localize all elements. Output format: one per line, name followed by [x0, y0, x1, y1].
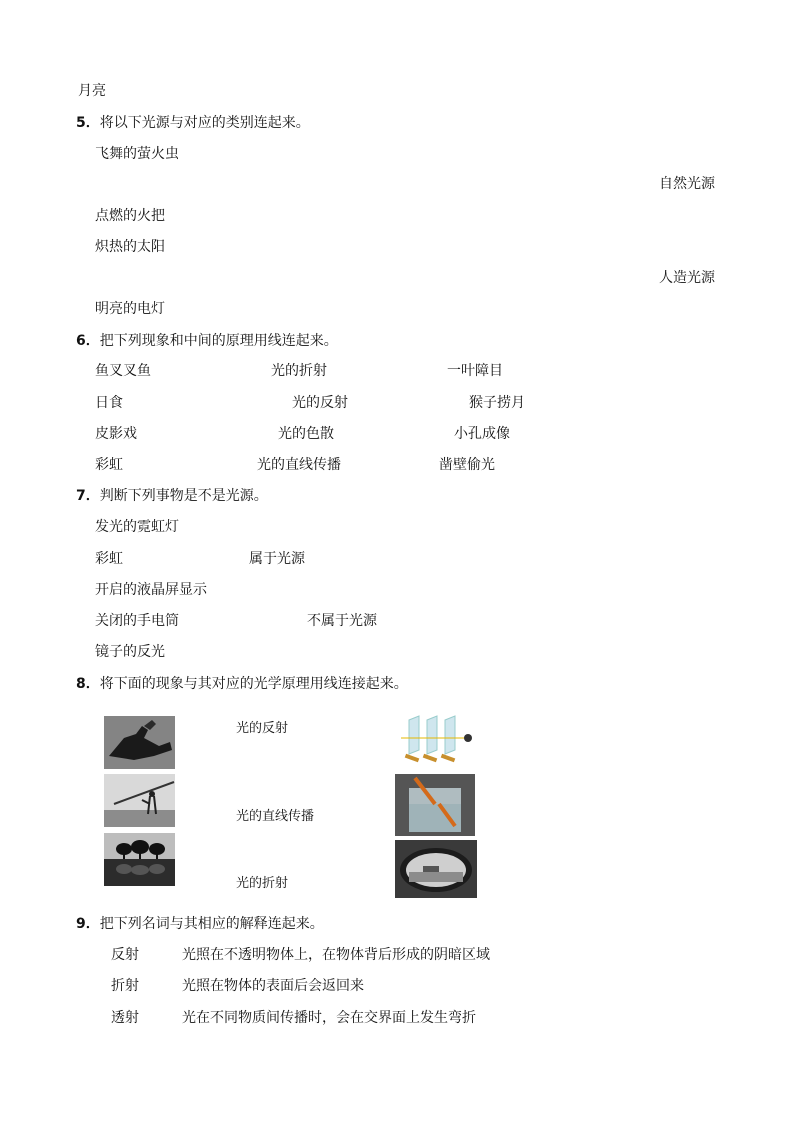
q9-term: 折射	[111, 978, 139, 994]
q6-col3-item: 一叶障目	[447, 363, 503, 379]
q5-left-item: 飞舞的萤火虫	[95, 146, 179, 162]
q7-option: 属于光源	[249, 551, 305, 567]
q6-col2-item: 光的折射	[271, 363, 327, 379]
q7-number: 7．	[76, 488, 100, 504]
car-mirror-photo	[395, 840, 477, 898]
q5-text: 将以下光源与对应的类别连起来。	[99, 115, 310, 131]
q7-item: 彩虹	[95, 551, 123, 567]
q5-left-item: 明亮的电灯	[95, 301, 165, 317]
q8-middle-label: 光的折射	[236, 876, 289, 891]
q8-middle-label: 光的反射	[236, 721, 289, 736]
q5-heading	[76, 114, 310, 132]
q8-number: 8．	[76, 676, 100, 692]
q8-text: 将下面的现象与其对应的光学原理用线连接起来。	[99, 676, 408, 692]
q6-heading	[76, 332, 338, 350]
glass-panels-photo	[395, 714, 475, 770]
q7-item: 关闭的手电筒	[95, 613, 179, 629]
pencil-in-water-photo	[395, 774, 475, 836]
q5-right-item: 人造光源	[659, 270, 715, 286]
q9-number: 9．	[76, 916, 100, 932]
q7-heading	[76, 487, 268, 505]
q6-number: 6．	[76, 333, 100, 349]
q6-text: 把下列现象和中间的原理用线连起来。	[99, 333, 338, 349]
q9-term: 反射	[111, 947, 139, 963]
q7-item: 镜子的反光	[95, 644, 165, 660]
q6-col2-item: 光的色散	[278, 426, 334, 442]
q9-heading	[76, 915, 324, 933]
q6-col2-item: 光的直线传播	[257, 457, 341, 473]
q9-definition: 光照在不透明物体上，在物体背后形成的阴暗区域	[182, 947, 490, 963]
top-line-text: 月亮	[78, 83, 106, 99]
q6-col2-item: 光的反射	[292, 395, 348, 411]
trees-reflection-photo	[104, 833, 175, 886]
q8-middle-label: 光的直线传播	[236, 809, 315, 824]
q6-col3-item: 凿壁偷光	[439, 457, 495, 473]
q6-col1-item: 皮影戏	[95, 426, 137, 442]
q7-item: 开启的液晶屏显示	[95, 582, 207, 598]
q5-right-item: 自然光源	[659, 176, 715, 192]
q7-option: 不属于光源	[307, 613, 377, 629]
q9-definition: 光在不同物质间传播时，会在交界面上发生弯折	[182, 1010, 476, 1026]
q9-definition: 光照在物体的表面后会返回来	[182, 978, 364, 994]
q7-text: 判断下列事物是不是光源。	[99, 488, 268, 504]
q5-number: 5．	[76, 115, 100, 131]
q6-col1-item: 日食	[95, 395, 123, 411]
shadow-hands-photo	[104, 716, 175, 769]
archer-photo	[104, 774, 175, 827]
q9-text: 把下列名词与其相应的解释连起来。	[99, 916, 324, 932]
q5-left-item: 点燃的火把	[95, 208, 165, 224]
q6-col1-item: 鱼叉叉鱼	[95, 363, 151, 379]
q6-col3-item: 小孔成像	[454, 426, 510, 442]
q9-term: 透射	[111, 1010, 139, 1026]
q5-left-item: 炽热的太阳	[95, 239, 165, 255]
q6-col3-item: 猴子捞月	[469, 395, 525, 411]
q6-col1-item: 彩虹	[95, 457, 123, 473]
q7-item: 发光的霓虹灯	[95, 519, 179, 535]
q8-heading	[76, 675, 408, 693]
